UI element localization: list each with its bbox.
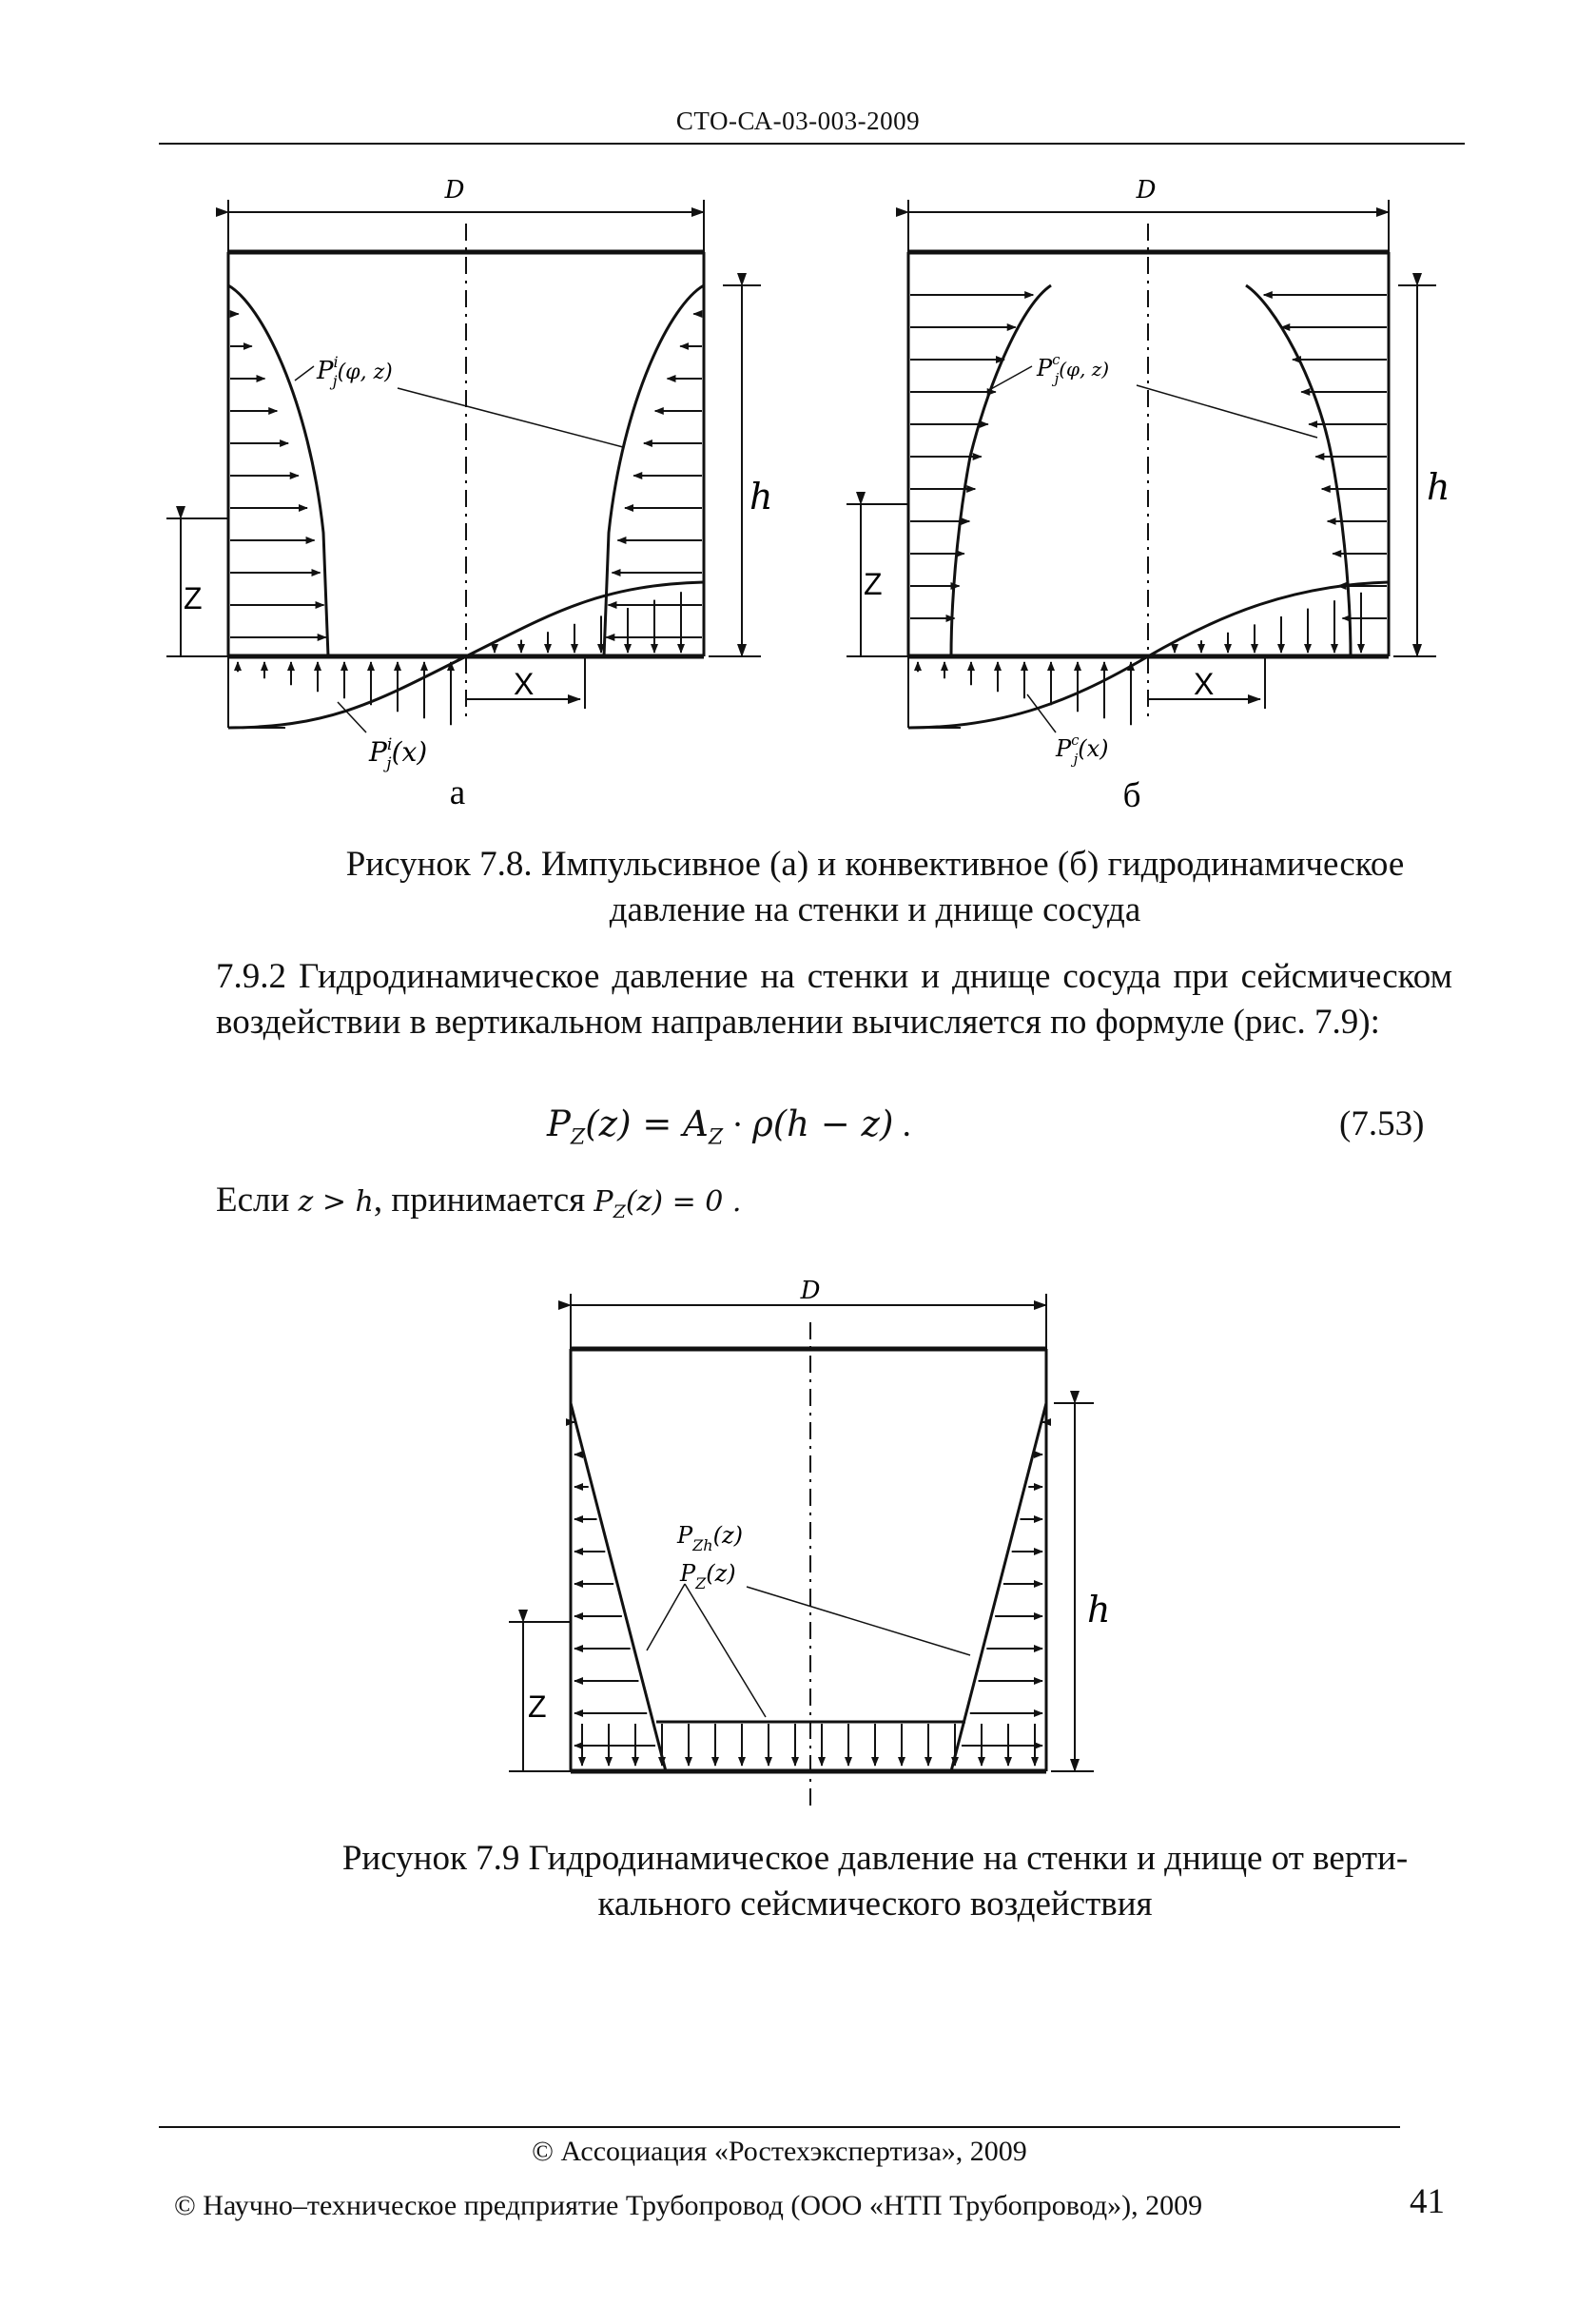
condition-math: z > h	[298, 1185, 374, 1219]
figure-7-9-dim-h: h	[1087, 1589, 1111, 1630]
panel-a-letter: а	[449, 773, 466, 812]
figure-7-8-caption-line2: давление на стенки и днище сосуда	[609, 890, 1141, 929]
figure-7-8-caption-line1: Рисунок 7.8. Импульсивное (а) и конвективное (б) гидродинамическое	[345, 845, 1405, 884]
panel-b-dim-d: D	[1136, 176, 1157, 205]
figure-7-9-label-pzh: $P_{Zh}(z)$	[677, 1522, 743, 1554]
panel-b-dim-z: Z	[864, 567, 883, 601]
figure-7-9-caption-line2: кального сейсмического воздействия	[597, 1884, 1153, 1923]
footer-rule	[159, 2126, 1400, 2128]
figure-7-9-dim-d: D	[800, 1277, 821, 1305]
formula-7-53: $P_Z(z) = A_Z \cdot \rho(h - z)$ .	[547, 1103, 911, 1150]
panel-b-dim-x: X	[1194, 667, 1215, 701]
panel-a-dim-x: X	[514, 667, 535, 701]
figure-7-9-caption	[285, 1836, 1465, 1927]
document-code: СТО-СА-03-003-2009	[675, 107, 921, 135]
formula-number: (7.53)	[1339, 1104, 1425, 1143]
condition-line: Если z > h, принимается $P_Z(z) = 0$ .	[216, 1181, 742, 1222]
condition-middle: , принимается	[373, 1181, 586, 1220]
panel-a-wall-pressure-label: $P^i$ $j^{(\varphi, z)}$	[317, 353, 393, 390]
panel-b-letter: б	[1122, 776, 1141, 815]
panel-b-dim-h: h	[1427, 466, 1450, 508]
footer-copyright-2: © Научно–техническое предприятие Трубопровод (ООО «НТП Трубопровод»), 2009	[174, 2190, 1203, 2221]
page-number: 41	[1410, 2182, 1445, 2221]
section-7-9-2-paragraph: 7.9.2 Гидродинамическое давление на стенки и днище сосуда при сейсмическом воздействии в вертикальном направлении вычисляется по формуле (рис. 7.9):	[216, 957, 1452, 1042]
panel-a-bottom-pressure-label: $P^i$ j(x)	[369, 735, 428, 773]
figure-7-9-label-pz: $P_Z(z)$	[680, 1560, 736, 1592]
panel-a-dim-z: Z	[184, 581, 203, 615]
panel-a-dim-h: h	[749, 476, 773, 517]
condition-prefix: Если	[216, 1181, 290, 1220]
footer-copyright-1: © Ассоциация «Ростехэкспертиза», 2009	[532, 2136, 1027, 2167]
panel-a-dim-d: D	[444, 176, 465, 205]
panel-b-wall-pressure-label: $P^c$ $j^{(\varphi, z)}$	[1037, 351, 1110, 387]
figure-7-9-caption-line1: Рисунок 7.9 Гидродинамическое давление на стенки и днище от верти-	[341, 1839, 1409, 1878]
panel-b-bottom-pressure-label: $P^c$ j(x)	[1056, 732, 1109, 768]
figure-7-9-dim-z: Z	[528, 1689, 547, 1724]
